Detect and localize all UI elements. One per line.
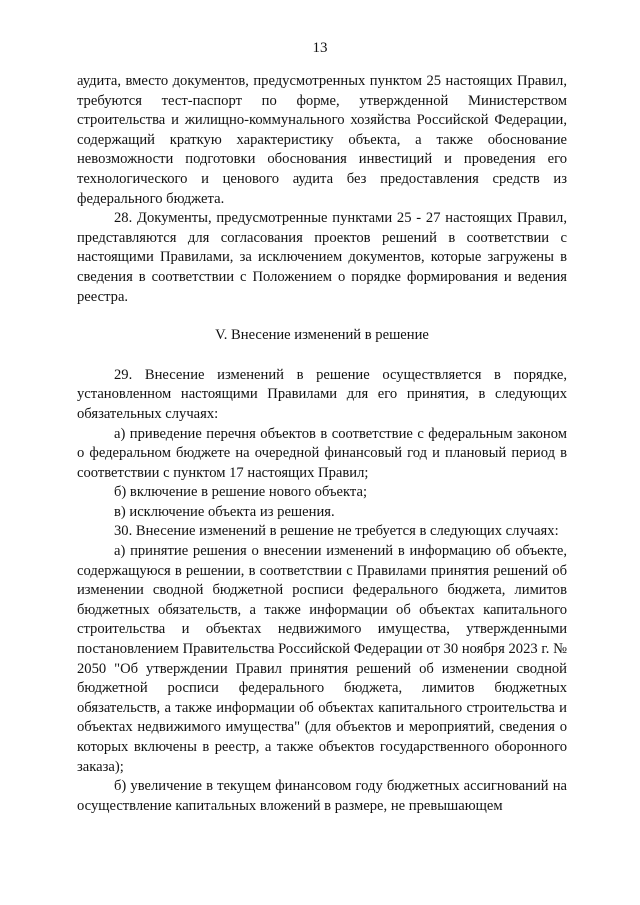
paragraph-continuation: аудита, вместо документов, предусмотренных пунктом 25 настоящих Правил, требуются тест-паспорт по форме, утвержденной Министерством строительства и жилищно-коммунального хозяйства Российской Федерации, содержащий краткую характеристику объекта, а также обоснование невозможности подготовки обоснования инвестиций и проведения его технологического и ценового аудита без предоставления средств из федерального бюджета.	[77, 73, 567, 207]
document-body	[77, 72, 567, 816]
page-number: 13	[312, 40, 328, 56]
paragraph-30: 30. Внесение изменений в решение не требуется в следующих случаях:	[114, 523, 559, 540]
paragraph-29-item-a: а) приведение перечня объектов в соответствие с федеральным законом о федеральном бюджете на очередной финансовый год и плановый период в соответствии с пунктом 17 настоящих Правил;	[77, 425, 567, 481]
paragraph-29-item-b: б) включение в решение нового объекта;	[114, 484, 368, 501]
paragraph-29-item-c: в) исключение объекта из решения.	[114, 503, 335, 520]
paragraph-30-item-a: а) принятие решения о внесении изменений в информацию об объекте, содержащуюся в решении, в соответствии с Правилами принятия решений об изменении сводной бюджетной росписи федерального бюджета, лимитов бюджетных обязательств, а также информации об объектах капитального строительства и объектах недвижимого имущества, утвержденными постановлением Правительства Российской Федерации от 30 ноября 2023 г. № 2050 "Об утверждении Правил принятия решений об изменении сводной бюджетной росписи федерального бюджета, лимитов бюджетных обязательств, а также информации об объектах капитального строительства и объектах недвижимого имущества" (для объектов и мероприятий, сведения о которых включены в реестр, а также объектов государственного оборонного заказа);	[77, 543, 567, 775]
paragraph-30-item-b: б) увеличение в текущем финансовом году бюджетных ассигнований на осуществление капитальных вложений в размере, не превышающем	[77, 778, 567, 814]
paragraph-28: 28. Документы, предусмотренные пунктами 25 - 27 настоящих Правил, представляются для согласования проектов решений в соответствии с настоящими Правилами, за исключением документов, которые загружены в сведения в соответствии с Положением о порядке формирования и ведения реестра.	[77, 210, 567, 305]
section-heading: V. Внесение изменений в решение	[215, 327, 429, 344]
paragraph-29: 29. Внесение изменений в решение осуществляется в порядке, установленном настоящими Правилами для его принятия, в следующих обязательных случаях:	[77, 366, 567, 422]
